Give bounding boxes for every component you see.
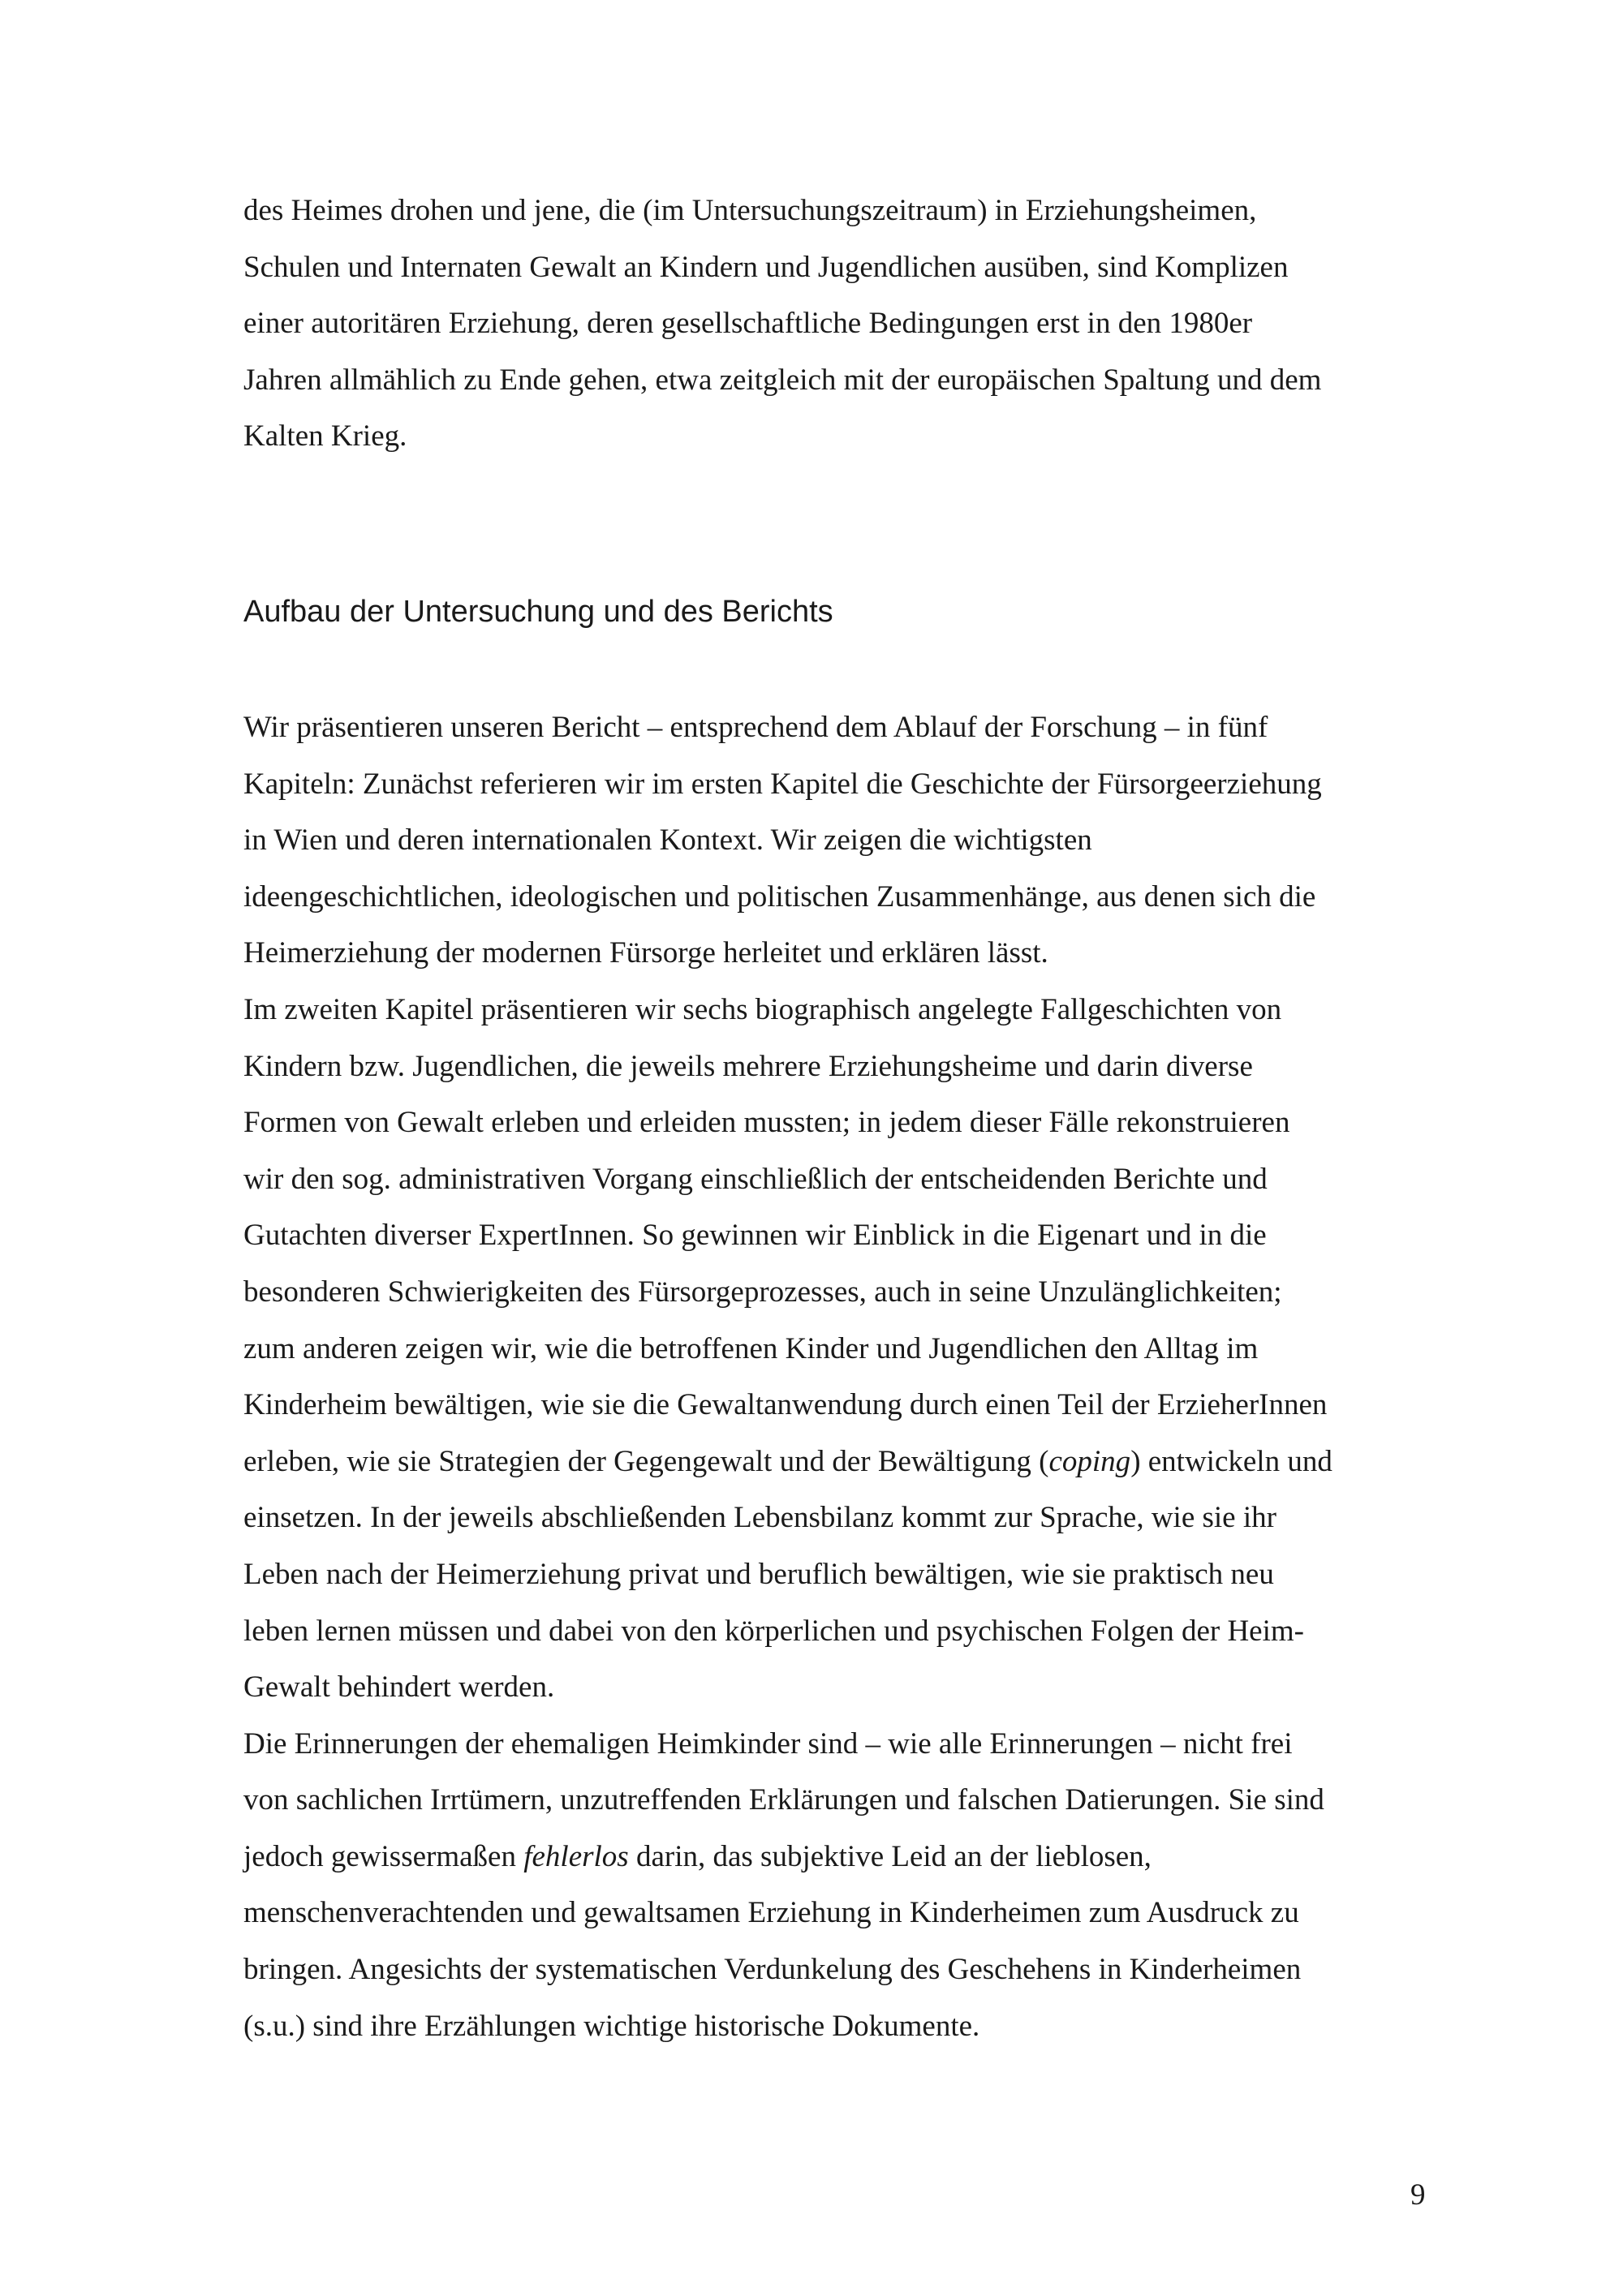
emphasis-text: fehlerlos [523,1839,629,1873]
section-heading: Aufbau der Untersuchung und des Berichts [243,595,833,629]
emphasis-text: coping [1048,1444,1131,1478]
text-line: Die Erinnerungen der ehemaligen Heimkinder sind – wie alle Erinnerungen – nicht frei [243,1726,1293,1761]
text-segment: jedoch gewissermaßen [243,1839,524,1873]
text-line: Kindern bzw. Jugendlichen, die jeweils mehrere Erziehungsheime und darin diverse [243,1049,1253,1083]
page-number: 9 [1410,2178,1426,2212]
text-segment: darin, das subjektive Leid an der lieblosen, [628,1839,1152,1873]
paragraph-1 [243,699,1453,982]
text-line-with-emphasis [243,1829,1453,1885]
text-line: Formen von Gewalt erleben und erleiden mussten; in jedem dieser Fälle rekonstruieren [243,1106,1290,1140]
text-line: Gewalt behindert werden. [243,1670,555,1705]
text-segment: erleben, wie sie Strategien der Gegengewalt und der Bewältigung ( [243,1444,1049,1478]
text-line: ideengeschichtlichen, ideologischen und politischen Zusammenhänge, aus denen sich die [243,879,1316,914]
text-line: besonderen Schwierigkeiten des Fürsorgeprozesses, auch in seine Unzulänglichkeiten; [243,1275,1282,1309]
text-line: Gutachten diverser ExpertInnen. So gewinnen wir Einblick in die Eigenart und in die [243,1219,1267,1253]
text-line: Schulen und Internaten Gewalt an Kindern und Jugendlichen ausüben, sind Komplizen [243,250,1289,284]
text-line: Im zweiten Kapitel präsentieren wir sechs biographisch angelegte Fallgeschichten von [243,992,1282,1026]
text-line: Heimerziehung der modernen Fürsorge herleitet und erklären lässt. [243,936,1048,970]
intro-paragraph [243,183,1453,465]
text-line: Kapiteln: Zunächst referieren wir im ersten Kapitel die Geschichte der Fürsorgeerziehung [243,767,1322,801]
text-line: des Heimes drohen und jene, die (im Untersuchungszeitraum) in Erziehungsheimen, [243,194,1257,227]
text-line: Kalten Krieg. [243,419,407,454]
text-line-with-emphasis [243,1434,1453,1490]
text-line: menschenverachtenden und gewaltsamen Erziehung in Kinderheimen zum Ausdruck zu [243,1896,1299,1930]
paragraph-3 [243,1716,1453,2055]
text-line: Kinderheim bewältigen, wie sie die Gewaltanwendung durch einen Teil der ErzieherInnen [243,1388,1328,1422]
paragraph-2 [243,982,1453,1716]
text-segment: ) entwickeln und [1130,1444,1332,1478]
text-line: zum anderen zeigen wir, wie die betroffenen Kinder und Jugendlichen den Alltag im [243,1331,1259,1365]
text-line: in Wien und deren internationalen Kontext. Wir zeigen die wichtigsten [243,823,1092,858]
text-line: von sachlichen Irrtümern, unzutreffenden Erklärungen und falschen Datierungen. Sie sind [243,1783,1324,1817]
text-line: wir den sog. administrativen Vorgang einschließlich der entscheidenden Berichte und [243,1162,1268,1196]
text-line: einer autoritären Erziehung, deren gesellschaftliche Bedingungen erst in den 1980er [243,307,1253,341]
text-line: Jahren allmählich zu Ende gehen, etwa zeitgleich mit der europäischen Spaltung und dem [243,363,1322,397]
text-line: einsetzen. In der jeweils abschließenden Lebensbilanz kommt zur Sprache, wie sie ihr [243,1501,1276,1535]
text-line: bringen. Angesichts der systematischen Verdunkelung des Geschehens in Kinderheimen [243,1953,1302,1987]
text-line: Wir präsentieren unseren Bericht – entsprechend dem Ablauf der Forschung – in fünf [243,711,1268,744]
text-line: (s.u.) sind ihre Erzählungen wichtige historische Dokumente. [243,2009,980,2043]
text-line: leben lernen müssen und dabei von den körperlichen und psychischen Folgen der Heim- [243,1614,1304,1648]
text-line: Leben nach der Heimerziehung privat und beruflich bewältigen, wie sie praktisch neu [243,1557,1274,1591]
section-body [243,699,1453,2054]
